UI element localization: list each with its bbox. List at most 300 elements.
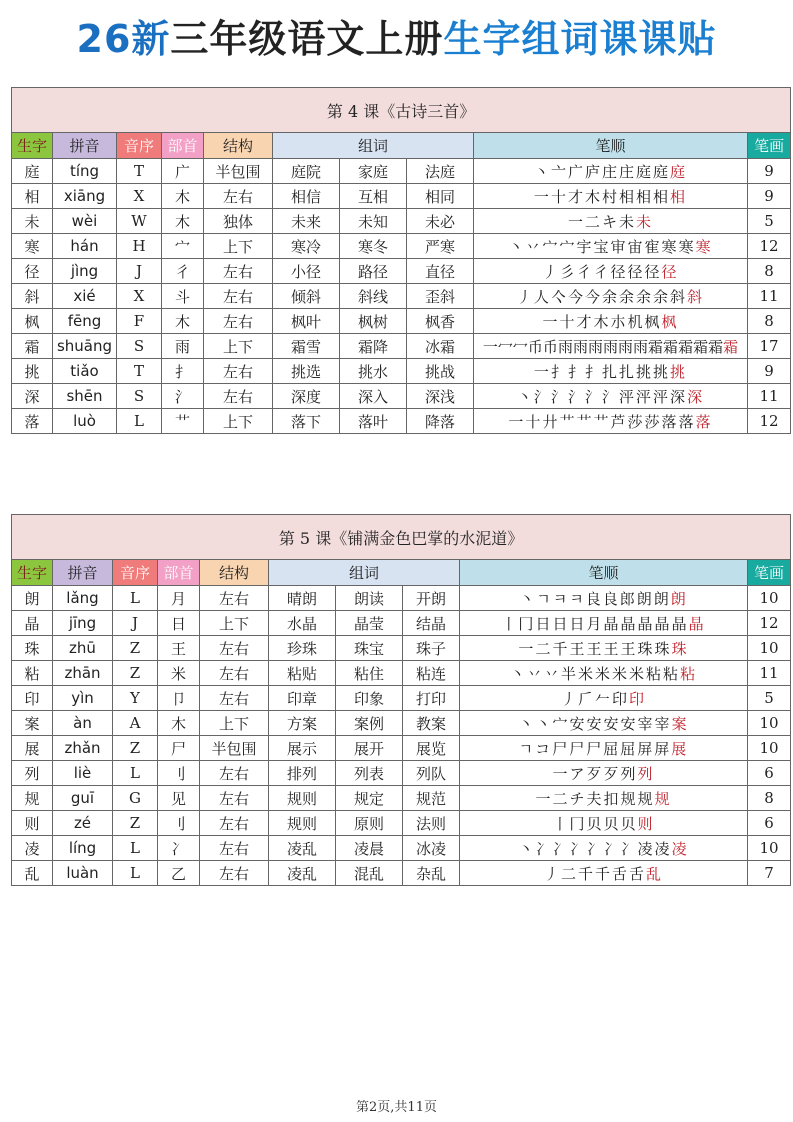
stroke-step: ㄱ xyxy=(536,589,553,608)
stroke-count-cell: 5 xyxy=(748,209,791,234)
order-cell: T xyxy=(117,359,162,384)
stroke-step: 木 xyxy=(593,312,611,331)
stroke-step: 贝 xyxy=(603,814,621,833)
stroke-step: 𠂆 xyxy=(577,689,595,708)
word-cell: 家庭 xyxy=(340,159,407,184)
stroke-step: 泙 xyxy=(653,387,671,406)
word-cell: 降落 xyxy=(407,409,474,434)
table-row xyxy=(12,309,791,334)
lesson-title: 第 5 课《铺满金色巴掌的水泥道》 xyxy=(12,515,791,560)
table-row xyxy=(12,736,791,761)
table-row xyxy=(12,636,791,661)
word-cell: 方案 xyxy=(269,711,336,736)
stroke-step: 尸 xyxy=(586,739,604,758)
radical-cell: 木 xyxy=(158,711,200,736)
stroke-step: 贝 xyxy=(586,814,604,833)
stroke-step: 冫 xyxy=(603,839,621,858)
char-cell: 庭 xyxy=(12,159,53,184)
stroke-step: 一 xyxy=(508,412,526,431)
structure-cell: 半包围 xyxy=(204,159,273,184)
order-cell: J xyxy=(117,259,162,284)
word-cell: 落叶 xyxy=(340,409,407,434)
radical-cell: 日 xyxy=(158,611,200,636)
stroke-order-cell xyxy=(474,309,748,334)
stroke-step: 列 xyxy=(620,764,638,783)
stroke-step: 丷 xyxy=(543,664,561,683)
pinyin-cell: guī xyxy=(53,786,113,811)
word-cell: 法则 xyxy=(403,811,460,836)
stroke-step: 扌 xyxy=(567,362,585,381)
structure-cell: 上下 xyxy=(204,234,273,259)
order-cell: H xyxy=(117,234,162,259)
stroke-count-cell: 11 xyxy=(748,661,791,686)
stroke-order-cell xyxy=(460,836,748,861)
stroke-step: 亠 xyxy=(550,162,568,181)
pinyin-cell: zhān xyxy=(53,661,113,686)
structure-cell: 上下 xyxy=(204,334,273,359)
radical-cell: 木 xyxy=(162,309,204,334)
word-cell: 直径 xyxy=(407,259,474,284)
stroke-step: 王 xyxy=(620,639,638,658)
stroke-step: 扌 xyxy=(584,362,602,381)
stroke-step: 余 xyxy=(619,287,637,306)
structure-cell: 左右 xyxy=(200,811,269,836)
structure-cell: 左右 xyxy=(200,636,269,661)
stroke-count-cell: 10 xyxy=(748,636,791,661)
radical-cell: 扌 xyxy=(162,359,204,384)
stroke-step: 凌 xyxy=(671,839,689,858)
stroke-step: 丶 xyxy=(533,162,551,181)
pinyin-cell: xiāng xyxy=(53,184,117,209)
table-row xyxy=(12,234,791,259)
stroke-step: 氵 xyxy=(550,387,568,406)
stroke-step: 庭 xyxy=(636,162,654,181)
stroke-step: 屈 xyxy=(620,739,638,758)
order-cell: S xyxy=(117,334,162,359)
stroke-step: 冖 xyxy=(512,337,528,356)
stroke-order-cell xyxy=(460,661,748,686)
stroke-step: 彳 xyxy=(593,262,611,281)
pinyin-cell: líng xyxy=(53,836,113,861)
stroke-step: 挑 xyxy=(636,362,654,381)
table-row xyxy=(12,586,791,611)
structure-cell: 上下 xyxy=(200,711,269,736)
stroke-step: 雨 xyxy=(602,337,618,356)
char-cell: 霜 xyxy=(12,334,53,359)
char-cell: 展 xyxy=(12,736,53,761)
order-cell: J xyxy=(113,611,158,636)
order-cell: L xyxy=(117,409,162,434)
header-structure: 结构 xyxy=(200,560,269,586)
word-cell: 原则 xyxy=(336,811,403,836)
char-cell: 相 xyxy=(12,184,53,209)
structure-cell: 独体 xyxy=(204,209,273,234)
word-cell: 排列 xyxy=(269,761,336,786)
stroke-step: 扎 xyxy=(601,362,619,381)
stroke-step: 径 xyxy=(644,262,662,281)
stroke-step: 歹 xyxy=(603,764,621,783)
stroke-step: 屏 xyxy=(654,739,672,758)
table-row xyxy=(12,384,791,409)
stroke-step: 一 xyxy=(542,312,560,331)
stroke-step: 冫 xyxy=(569,839,587,858)
word-cell: 晶莹 xyxy=(336,611,403,636)
stroke-step: 晶 xyxy=(671,614,689,633)
stroke-step: 则 xyxy=(637,814,655,833)
stroke-step: 冂 xyxy=(569,814,587,833)
stroke-step: 艹 xyxy=(576,412,594,431)
stroke-step: 宙 xyxy=(627,237,645,256)
title-part-3: 生字组词课课贴 xyxy=(443,17,717,61)
stroke-count-cell: 17 xyxy=(748,334,791,359)
stroke-count-cell: 6 xyxy=(748,811,791,836)
stroke-step: 千 xyxy=(594,864,612,883)
stroke-step: 珠 xyxy=(637,639,655,658)
stroke-step: 规 xyxy=(620,789,638,808)
stroke-step: 丶 xyxy=(518,839,536,858)
word-cell: 小径 xyxy=(273,259,340,284)
stroke-order-cell xyxy=(460,861,748,886)
stroke-step: 霜 xyxy=(648,337,664,356)
order-cell: T xyxy=(117,159,162,184)
word-cell: 珠子 xyxy=(403,636,460,661)
header-pinyin: 拼音 xyxy=(53,133,117,159)
stroke-order-cell xyxy=(460,611,748,636)
stroke-step: 粘 xyxy=(646,664,664,683)
stroke-step: 舌 xyxy=(629,864,647,883)
stroke-step: 斜 xyxy=(670,287,688,306)
stroke-order-cell xyxy=(460,686,748,711)
stroke-step: 木 xyxy=(584,187,602,206)
word-cell: 展览 xyxy=(403,736,460,761)
table-row xyxy=(12,409,791,434)
stroke-step: 夫 xyxy=(586,789,604,808)
word-cell: 相信 xyxy=(273,184,340,209)
stroke-step: 乱 xyxy=(646,864,664,883)
order-cell: Z xyxy=(113,811,158,836)
char-cell: 朗 xyxy=(12,586,53,611)
stroke-step: 十 xyxy=(525,412,543,431)
stroke-step: 宀 xyxy=(559,237,577,256)
order-cell: L xyxy=(113,761,158,786)
stroke-step: 宝 xyxy=(593,237,611,256)
stroke-step: 廾 xyxy=(542,412,560,431)
stroke-step: 落 xyxy=(661,412,679,431)
char-cell: 未 xyxy=(12,209,53,234)
stroke-step: 宰 xyxy=(637,714,655,733)
word-cell: 挑水 xyxy=(340,359,407,384)
stroke-step: チ xyxy=(569,789,587,808)
word-cell: 寒冬 xyxy=(340,234,407,259)
stroke-step: 审 xyxy=(610,237,628,256)
word-cell: 展示 xyxy=(269,736,336,761)
structure-cell: 左右 xyxy=(204,184,273,209)
stroke-step: 彡 xyxy=(559,262,577,281)
stroke-step: 未 xyxy=(619,212,637,231)
stroke-step: 丿 xyxy=(542,262,560,281)
stroke-step: 庭 xyxy=(670,162,688,181)
order-cell: S xyxy=(117,384,162,409)
word-cell: 相同 xyxy=(407,184,474,209)
word-cell: 开朗 xyxy=(403,586,460,611)
stroke-step: 尸 xyxy=(569,739,587,758)
table-row xyxy=(12,661,791,686)
radical-cell: 尸 xyxy=(158,736,200,761)
header-count: 笔画 xyxy=(748,560,791,586)
stroke-step: 冫 xyxy=(552,839,570,858)
stroke-step: 展 xyxy=(671,739,689,758)
order-cell: L xyxy=(113,861,158,886)
radical-cell: 宀 xyxy=(162,234,204,259)
stroke-step: 币 xyxy=(542,337,558,356)
word-cell: 深浅 xyxy=(407,384,474,409)
stroke-step: 冖 xyxy=(497,337,513,356)
structure-cell: 左右 xyxy=(200,786,269,811)
pinyin-cell: xié xyxy=(53,284,117,309)
stroke-step: 亽 xyxy=(550,287,568,306)
radical-cell: 木 xyxy=(162,184,204,209)
header-char: 生字 xyxy=(12,133,53,159)
radical-cell: 月 xyxy=(158,586,200,611)
char-cell: 乱 xyxy=(12,861,53,886)
radical-cell: 见 xyxy=(158,786,200,811)
stroke-step: 广 xyxy=(567,162,585,181)
stroke-order-cell xyxy=(474,184,748,209)
stroke-step: 日 xyxy=(535,614,553,633)
char-cell: 则 xyxy=(12,811,53,836)
stroke-step: 歹 xyxy=(586,764,604,783)
lesson-table xyxy=(11,514,791,886)
table-header-row xyxy=(12,133,791,159)
stroke-step: 径 xyxy=(627,262,645,281)
table-header-row xyxy=(12,560,791,586)
stroke-count-cell: 11 xyxy=(748,284,791,309)
header-strokes: 笔顺 xyxy=(474,133,748,159)
stroke-step: 霜 xyxy=(708,337,724,356)
stroke-step: 艹 xyxy=(593,412,611,431)
stroke-step: 氵 xyxy=(584,387,602,406)
char-cell: 径 xyxy=(12,259,53,284)
pinyin-cell: zé xyxy=(53,811,113,836)
stroke-order-cell xyxy=(474,359,748,384)
word-cell: 路径 xyxy=(340,259,407,284)
pinyin-cell: fēng xyxy=(53,309,117,334)
stroke-step: ㅋ xyxy=(552,589,570,608)
stroke-step: 宀 xyxy=(542,237,560,256)
radical-cell: 木 xyxy=(162,209,204,234)
stroke-step: 扌 xyxy=(550,362,568,381)
stroke-step: 月 xyxy=(586,614,604,633)
structure-cell: 左右 xyxy=(200,836,269,861)
stroke-count-cell: 9 xyxy=(748,159,791,184)
stroke-step: 未 xyxy=(636,212,654,231)
stroke-order-cell xyxy=(474,334,748,359)
stroke-count-cell: 5 xyxy=(748,686,791,711)
stroke-step: 余 xyxy=(653,287,671,306)
stroke-step: 宰 xyxy=(654,714,672,733)
pinyin-cell: shēn xyxy=(53,384,117,409)
stroke-step: 良 xyxy=(602,589,620,608)
word-cell: 列队 xyxy=(403,761,460,786)
stroke-order-cell xyxy=(460,636,748,661)
char-cell: 枫 xyxy=(12,309,53,334)
stroke-step: 庭 xyxy=(653,162,671,181)
table-row xyxy=(12,861,791,886)
stroke-step: 日 xyxy=(569,614,587,633)
stroke-step: 印 xyxy=(629,689,647,708)
stroke-step: 王 xyxy=(569,639,587,658)
word-cell: 枫树 xyxy=(340,309,407,334)
order-cell: G xyxy=(113,786,158,811)
table-row xyxy=(12,611,791,636)
word-cell: 未知 xyxy=(340,209,407,234)
table-row xyxy=(12,159,791,184)
table-row xyxy=(12,761,791,786)
stroke-count-cell: 9 xyxy=(748,184,791,209)
stroke-step: 米 xyxy=(629,664,647,683)
page-title xyxy=(0,14,793,64)
radical-cell: 米 xyxy=(158,661,200,686)
stroke-step: 艹 xyxy=(559,412,577,431)
stroke-count-cell: 8 xyxy=(748,259,791,284)
stroke-step: 丶 xyxy=(518,714,536,733)
structure-cell: 半包围 xyxy=(200,736,269,761)
stroke-order-cell xyxy=(460,711,748,736)
word-cell: 凌乱 xyxy=(269,836,336,861)
char-cell: 斜 xyxy=(12,284,53,309)
stroke-step: 落 xyxy=(695,412,713,431)
stroke-step: 粘 xyxy=(663,664,681,683)
stroke-step: 人 xyxy=(533,287,551,306)
structure-cell: 左右 xyxy=(200,586,269,611)
stroke-order-cell xyxy=(460,786,748,811)
pinyin-cell: jìng xyxy=(53,259,117,284)
stroke-step: 十 xyxy=(550,187,568,206)
order-cell: Z xyxy=(113,661,158,686)
stroke-step: 莎 xyxy=(644,412,662,431)
stroke-step: 王 xyxy=(603,639,621,658)
radical-cell: 氵 xyxy=(162,384,204,409)
structure-cell: 左右 xyxy=(200,761,269,786)
word-cell: 打印 xyxy=(403,686,460,711)
stroke-count-cell: 11 xyxy=(748,384,791,409)
word-cell: 晴朗 xyxy=(269,586,336,611)
stroke-step: 深 xyxy=(670,387,688,406)
radical-cell: 王 xyxy=(158,636,200,661)
stroke-step: 郎 xyxy=(619,589,637,608)
stroke-step: 朗 xyxy=(653,589,671,608)
word-cell: 倾斜 xyxy=(273,284,340,309)
structure-cell: 左右 xyxy=(204,309,273,334)
stroke-order-cell xyxy=(460,736,748,761)
word-cell: 未来 xyxy=(273,209,340,234)
stroke-step: 径 xyxy=(610,262,628,281)
header-order: 音序 xyxy=(113,560,158,586)
word-cell: 互相 xyxy=(340,184,407,209)
stroke-step: 才 xyxy=(576,312,594,331)
stroke-step: 千 xyxy=(577,864,595,883)
stroke-step: 列 xyxy=(637,764,655,783)
stroke-step: 冂 xyxy=(518,614,536,633)
stroke-step: 朗 xyxy=(636,589,654,608)
stroke-step: 寒 xyxy=(695,237,713,256)
stroke-step: 今 xyxy=(567,287,585,306)
stroke-step: ㅋ xyxy=(569,589,586,608)
stroke-step: 相 xyxy=(636,187,654,206)
stroke-step: 安 xyxy=(586,714,604,733)
radical-cell: 彳 xyxy=(162,259,204,284)
stroke-step: 丿 xyxy=(543,864,561,883)
stroke-count-cell: 7 xyxy=(748,861,791,886)
stroke-step: 米 xyxy=(612,664,630,683)
stroke-step: 案 xyxy=(671,714,689,733)
structure-cell: 上下 xyxy=(204,409,273,434)
order-cell: F xyxy=(117,309,162,334)
stroke-order-cell xyxy=(474,384,748,409)
word-cell: 印章 xyxy=(269,686,336,711)
stroke-step: 丿 xyxy=(516,287,534,306)
char-cell: 列 xyxy=(12,761,53,786)
stroke-step: 晶 xyxy=(654,614,672,633)
stroke-step: 十 xyxy=(559,312,577,331)
stroke-count-cell: 12 xyxy=(748,234,791,259)
stroke-step: 斜 xyxy=(687,287,705,306)
stroke-step: 一 xyxy=(533,362,551,381)
stroke-step: 千 xyxy=(552,639,570,658)
stroke-step: 村 xyxy=(601,187,619,206)
stroke-step: 日 xyxy=(552,614,570,633)
order-cell: X xyxy=(117,184,162,209)
pinyin-cell: luò xyxy=(53,409,117,434)
table-row xyxy=(12,711,791,736)
radical-cell: 刂 xyxy=(158,811,200,836)
stroke-order-cell xyxy=(474,259,748,284)
stroke-step: 落 xyxy=(678,412,696,431)
word-cell: 深入 xyxy=(340,384,407,409)
page-footer: 第2页,共11页 xyxy=(356,1100,437,1115)
stroke-step: 霜 xyxy=(663,337,679,356)
stroke-step: 安 xyxy=(603,714,621,733)
order-cell: L xyxy=(113,586,158,611)
stroke-step: 安 xyxy=(620,714,638,733)
stroke-count-cell: 12 xyxy=(748,611,791,636)
stroke-step: 晶 xyxy=(637,614,655,633)
word-cell: 规则 xyxy=(269,811,336,836)
table-row xyxy=(12,359,791,384)
order-cell: L xyxy=(113,836,158,861)
stroke-step: 相 xyxy=(653,187,671,206)
stroke-step: 一 xyxy=(518,639,536,658)
pinyin-cell: lǎng xyxy=(53,586,113,611)
stroke-step: 雨 xyxy=(557,337,573,356)
stroke-step: 二 xyxy=(552,789,570,808)
order-cell: W xyxy=(117,209,162,234)
structure-cell: 上下 xyxy=(200,611,269,636)
stroke-step: ㄱ xyxy=(518,739,536,758)
word-cell: 霜降 xyxy=(340,334,407,359)
word-cell: 珍珠 xyxy=(269,636,336,661)
stroke-step: 规 xyxy=(637,789,655,808)
char-cell: 规 xyxy=(12,786,53,811)
radical-cell: 卩 xyxy=(158,686,200,711)
stroke-step: 丨 xyxy=(501,614,519,633)
structure-cell: 左右 xyxy=(204,384,273,409)
stroke-count-cell: 9 xyxy=(748,359,791,384)
word-cell: 法庭 xyxy=(407,159,474,184)
stroke-step: 径 xyxy=(661,262,679,281)
word-cell: 粘连 xyxy=(403,661,460,686)
stroke-step: 氵 xyxy=(533,387,551,406)
